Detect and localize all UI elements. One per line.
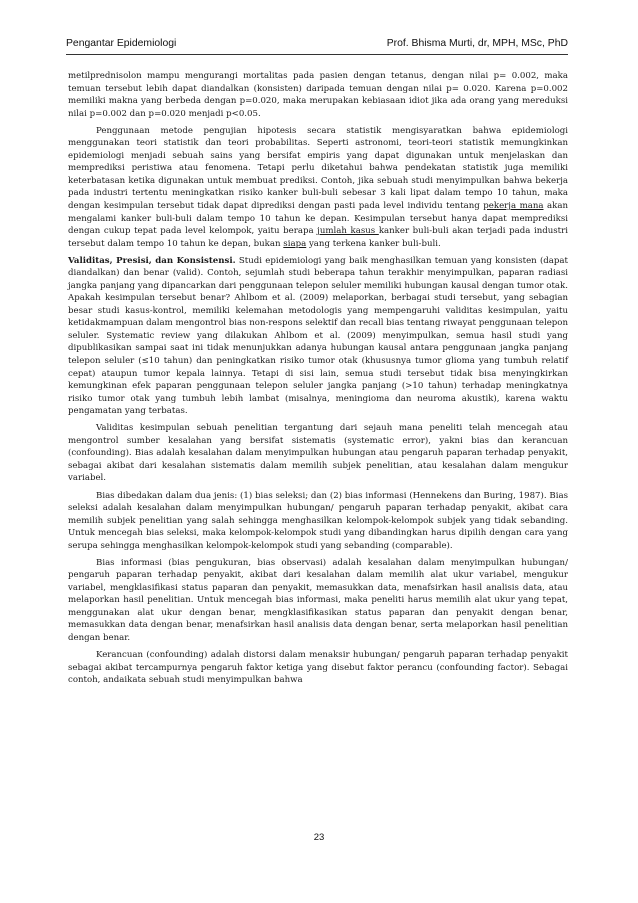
paragraph-3-body: Studi epidemiologi yang baik menghasilkan temuan yang konsisten (dapat diandalkan) dan benar (valid). Contoh, sejumlah studi beberapa tahun terakhir menyimpulkan, paparan radiasi jangka panjang yang dipancarkan dari penggunaan telepon seluler memiliki hubungan kausal dengan tumor otak. Apakah kesimpulan tersebut benar? Ahlbom et al. (2009) melaporkan, berbagai studi tersebut, yang sebagian besar studi kasus-kontrol, memiliki kelemahan metodologis yang mempengaruhi validitas kesimpulan, yaitu ketidakmampuan dalam mengontrol bias non-respons selektif dan recall bias tentang riwayat penggunaan telepon seluler. Systematic review yang dilakukan Ahlbom et al. (2009) menyimpulkan, semua hasil studi yang dipublikasikan sampai saat ini tidak menunjukkan adanya hubungan kausal antara penggunaan jangka panjang telepon seluler (≤10 tahun) dan peningkatkan risiko tumor otak (khususnya tumor glioma yang tumbuh relatif cepat) ataupun tumor kepala lainnya. Tetapi di sisi lain, semua studi tersebut tidak bisa menyingkirkan kemungkinan efek paparan penggunaan telepon seluler jangka panjang (>10 tahun) terhadap meningkatnya risiko tumor otak yang tumbuh lebih lambat (misalnya, meningioma dan neuroma akustik), karena waktu pengamatan yang terbatas.: [68, 255, 568, 417]
paragraph-2-part-a: Penggunaan metode pengujian hipotesis secara statistik mengisyaratkan bahwa epidemiologi menggunakan teori statistik dan teori probabilitas. Seperti astronomi, teori-teori statistik memungkinkan epidemiologi menjadi sebuah sains yang bersifat empiris yang dapat digunakan untuk menjelaskan dan memprediksi peristiwa atau fenomena. Tetapi perlu diketahui bahwa pendekatan statistik juga memiliki keterbatasan ketika digunakan untuk membuat prediksi. Contoh, jika sebuah studi menyimpulkan bahwa bekerja pada industri tertentu meningkatkan risiko kanker buli-buli sebesar 3 kali lipat dalam tempo 10 tahun, maka dengan kesimpulan tersebut tidak dapat diprediksi dengan pasti pada level individu tentang: [68, 125, 568, 211]
paragraph-4: Validitas kesimpulan sebuah penelitian tergantung dari sejauh mana peneliti telah mencegah atau mengontrol sumber kesalahan yang bersifat sistematis (systematic error), yakni bias dan kerancuan (confounding). Bias adalah kesalahan dalam menyimpulkan hubungan atau pengaruh paparan terhadap penyakit, sebagai akibat dari kesalahan sistematis dalam memilih subjek penelitian, atau kesalahan dalam mengukur variabel.: [68, 423, 568, 484]
page-number: 23: [313, 832, 325, 843]
section-heading-validitas: Validitas, Presisi, dan Konsistensi.: [68, 255, 236, 266]
paragraph-6: Bias informasi (bias pengukuran, bias observasi) adalah kesalahan dalam menyimpulkan hubungan/ pengaruh paparan terhadap penyakit, akibat dari kesalahan dalam memilih alat ukur variabel, mengukur variabel, mengklasifikasi status paparan dan penyakit, memasukkan data, menafsirkan hasil analisis data, atau melaporkan hasil penelitian. Untuk mencegah bias informasi, maka peneliti harus memilih alat ukur yang tepat, menggunakan alat ukur dengan benar, mengklasifikasikan status paparan dan penyakit dengan benar, memasukkan data dengan benar, menafsirkan hasil analisis data dengan benar, serta melaporkan hasil penelitian dengan benar.: [68, 557, 568, 644]
header-author: Prof. Bhisma Murti, dr, MPH, MSc, PhD: [386, 38, 568, 49]
underlined-siapa: siapa: [283, 238, 307, 249]
paragraph-3: [68, 255, 568, 418]
body-text: [68, 70, 568, 691]
underlined-jumlah-kasus: jumlah kasus: [317, 226, 379, 237]
paragraph-2-part-b: akan mengalami kanker buli-buli dalam tempo 10 tahun ke depan. Kesimpulan tersebut hanya dapat memprediksi dengan cukup tepat pada level kelompok, yaitu berapa: [68, 200, 568, 237]
paragraph-5: Bias dibedakan dalam dua jenis: (1) bias seleksi; dan (2) bias informasi (Hennekens dan Buring, 1987). Bias seleksi adalah kesalahan dalam menyimpulkan hubungan/ pengaruh paparan terhadap penyakit, akibat cara memilih subjek penelitian yang salah sehingga menghasilkan kelompok-kelompok subjek yang tidak sebanding. Untuk mencegah bias seleksi, maka kelompok-kelompok studi yang dibandingkan harus dipilih dengan cara yang serupa sehingga menghasilkan kelompok-kelompok studi yang sebanding (comparable).: [68, 490, 568, 551]
paragraph-2-part-d: yang terkena kanker buli-buli.: [306, 238, 441, 249]
header-rule: [66, 54, 568, 55]
paragraph-1: metilprednisolon mampu mengurangi mortalitas pada pasien dengan tetanus, dengan nilai p= 0.002, maka temuan tersebut lebih dapat diandalkan (konsisten) daripada temuan dengan nilai p= 0.020. Karena p=0.002 memiliki makna yang berbeda dengan p=0.020, maka merupakan kebiasaan idiot jika ada orang yang mereduksi nilai p=0.002 dan p=0.020 menjadi p<0.05.: [68, 71, 568, 119]
paragraph-2: [68, 125, 568, 250]
running-header: [66, 38, 568, 49]
underlined-pekerja-mana: pekerja mana: [483, 200, 544, 211]
header-book-title: Pengantar Epidemiologi: [66, 38, 177, 49]
paragraph-2-part-c: kanker buli-buli akan terjadi pada industri tersebut dalam tempo 10 tahun ke depan, bukan: [68, 226, 568, 249]
paragraph-7: Kerancuan (confounding) adalah distorsi dalam menaksir hubungan/ pengaruh paparan terhadap penyakit sebagai akibat tercampurnya pengaruh faktor ketiga yang disebut faktor perancu (confounding factor). Sebagai contoh, andaikata sebuah studi menyimpulkan bahwa: [68, 650, 568, 686]
